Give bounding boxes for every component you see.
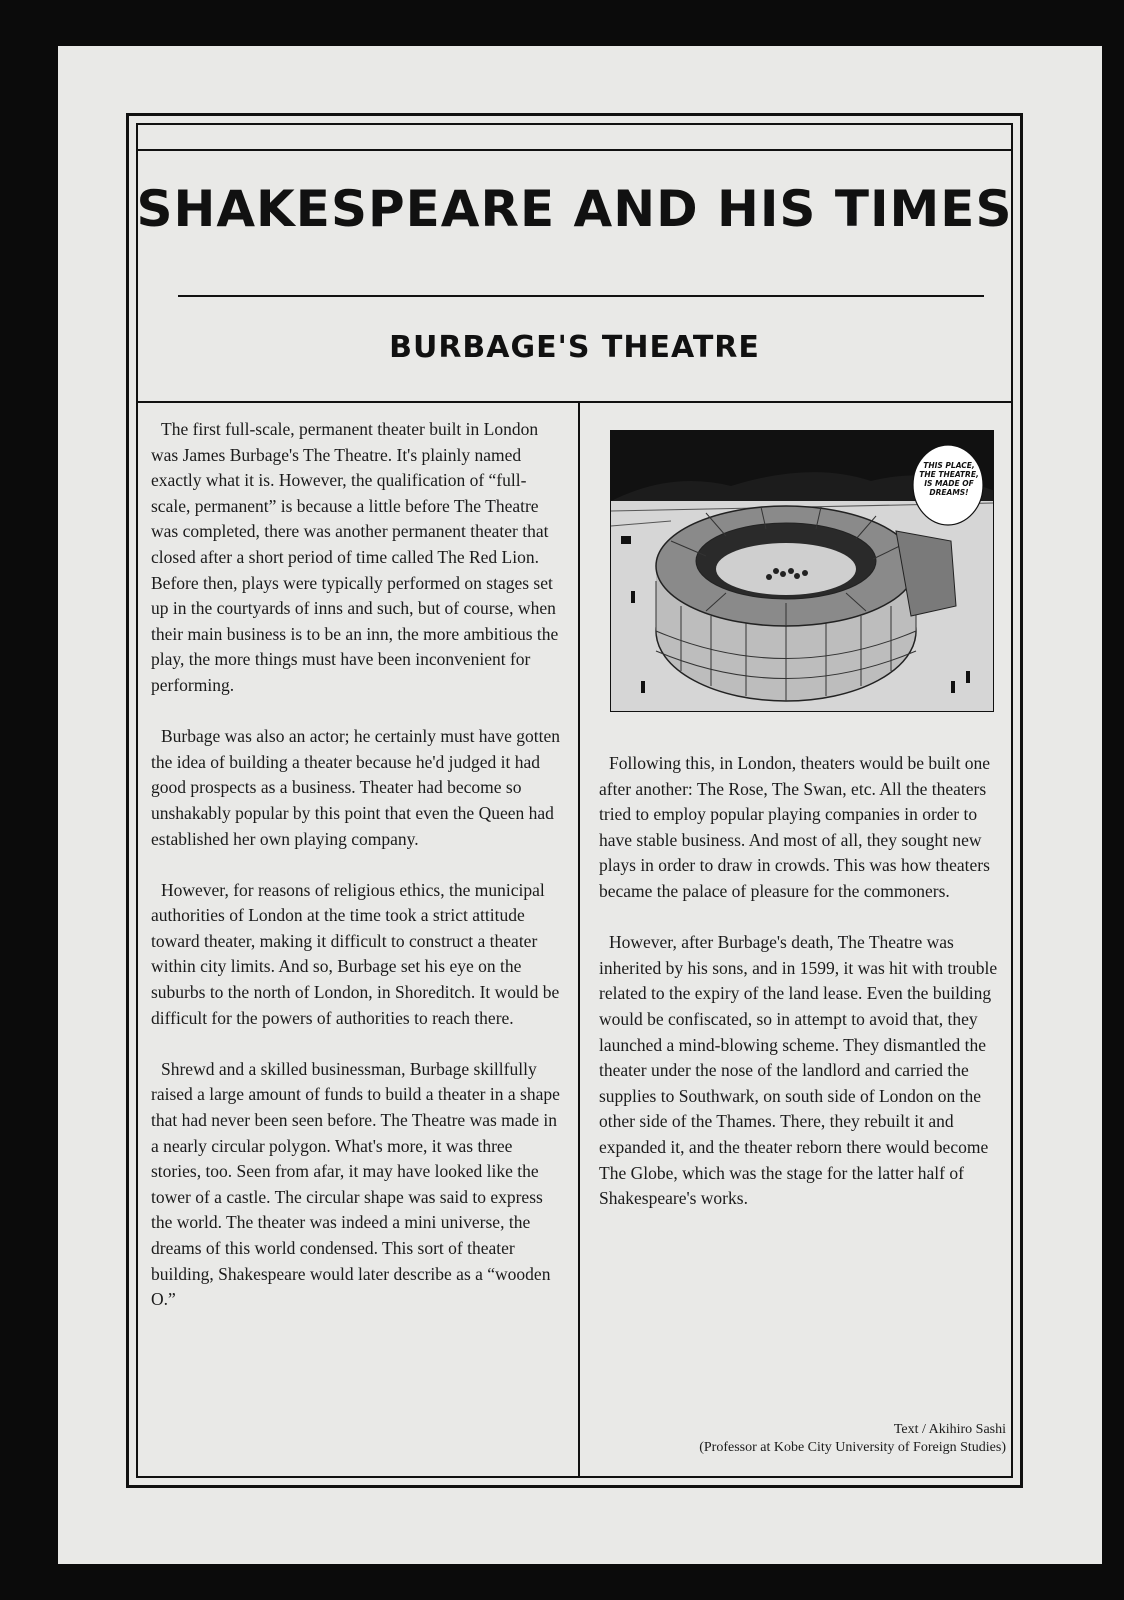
author-credit: [699, 1421, 1006, 1457]
header-bottom-rule: [136, 401, 1013, 403]
theatre-illustration: [610, 430, 994, 712]
paragraph: Shrewd and a skilled businessman, Burbage skillfully raised a large amount of funds to build a theater in a shape that had never been seen before. The Theatre was made in a nearly circular polygon. What's more, it was three stories, too. Seen from afar, it may have looked like the tower of a castle. The circular shape was said to express the world. The theater was indeed a mini universe, the dreams of this world condensed. This sort of theater building, Shakespeare would later describe as a “wooden O.”: [151, 1058, 560, 1310]
column-divider: [578, 401, 580, 1478]
credit-affiliation: (Professor at Kobe City University of Foreign Studies): [699, 1440, 1006, 1455]
credit-author: Text / Akihiro Sashi: [893, 1422, 1006, 1437]
page-title: SHAKESPEARE AND HIS TIMES: [136, 180, 1013, 238]
paragraph: The first full-scale, permanent theater built in London was James Burbage's The Theatre. It's plainly named exactly what it is. However, the qualification of “full-scale, permanent” is because a little before The Theatre was completed, there was another permanent theater that closed after a short period of time called The Red Lion. Before then, plays were typically performed on stages set up in the courtyards of inns and such, but of course, when their main business is to be an inn, the more ambitious the play, the more things must have been inconvenient for performing.: [151, 419, 559, 695]
section-title: BURBAGE'S THEATRE: [389, 330, 760, 365]
header-top-rule: [136, 149, 1013, 151]
right-column: [599, 751, 1004, 1237]
title-rule: [178, 295, 984, 297]
left-column: [151, 417, 563, 1338]
paragraph: Following this, in London, theaters would be built one after another: The Rose, The Swan, etc. All the theaters tried to employ popular playing companies in order to have stable business. And most of all, they sought new plays in order to draw in crowds. This was how theaters became the palace of pleasure for the commoners.: [599, 753, 991, 901]
paragraph: However, after Burbage's death, The Theatre was inherited by his sons, and in 1599, it was hit with trouble related to the expiry of the land lease. Even the building would be confiscated, so in attempt to avoid that, they launched a mind-blowing scheme. They dismantled the theater under the nose of the landlord and carried the supplies to Southwark, on south side of London on the other side of the Thames. There, they rebuilt it and expanded it, and the theater reborn there would become The Globe, which was the stage for the latter half of Shakespeare's works.: [599, 932, 998, 1209]
paragraph: However, for reasons of religious ethics, the municipal authorities of London at the time took a strict attitude toward theater, making it difficult to construct a theater within city limits. And so, Burbage set his eye on the suburbs to the north of London, in Shoreditch. It would be difficult for the powers of authorities to reach there.: [151, 879, 560, 1028]
paragraph: Burbage was also an actor; he certainly must have gotten the idea of building a theater because he'd judged it had good prospects as a business. Theater had become so unshakably popular by this point that even the Queen had established her own playing company.: [151, 726, 560, 849]
speech-bubble-text: THIS PLACE, THE THEATRE, IS MADE OF DREAMS!: [919, 461, 979, 497]
